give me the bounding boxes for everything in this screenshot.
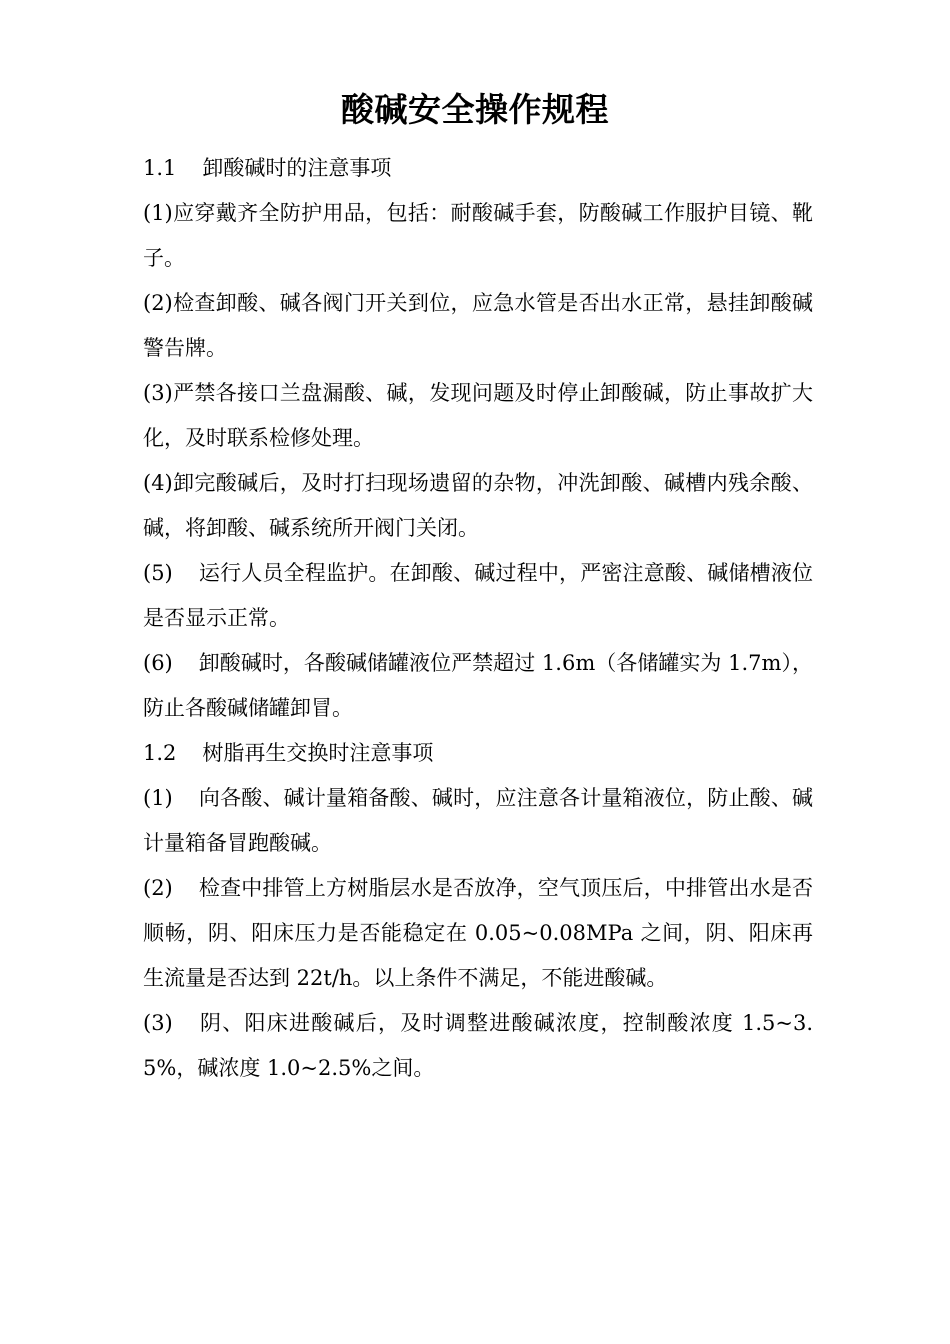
list-item: [143, 191, 813, 281]
item-number: (3): [143, 381, 173, 405]
list-item: [143, 776, 813, 866]
list-item: [143, 551, 813, 641]
item-text: 检查中排管上方树脂层水是否放净，空气顶压后，中排管出水是否顺畅，阴、阳床压力是否能稳定在 0.05~0.08MPa 之间，阴、阳床再生流量是否达到 22t/h。以上条件不满足，不能进酸碱。: [143, 876, 813, 990]
list-item: [143, 371, 813, 461]
item-text: 阴、阳床进酸碱后，及时调整进酸碱浓度，控制酸浓度 1.5~3.5%，碱浓度 1.0~2.5%之间。: [143, 1011, 813, 1080]
item-text: 卸完酸碱后，及时打扫现场遗留的杂物，冲洗卸酸、碱槽内残余酸、碱，将卸酸、碱系统所开阀门关闭。: [143, 471, 813, 540]
section-number: 1.2: [143, 741, 177, 765]
item-text: 卸酸碱时，各酸碱储罐液位严禁超过 1.6m（各储罐实为 1.7m），防止各酸碱储罐卸冒。: [143, 651, 813, 720]
item-number: (2): [143, 876, 173, 900]
section-number: 1.1: [143, 156, 177, 180]
document-body: [143, 146, 813, 1091]
item-number: (1): [143, 786, 173, 810]
item-number: (3): [143, 1011, 173, 1035]
section-title: 树脂再生交换时注意事项: [202, 741, 434, 765]
list-item: [143, 641, 813, 731]
item-number: (4): [143, 471, 173, 495]
item-number: (2): [143, 291, 173, 315]
item-text: 向各酸、碱计量箱备酸、碱时，应注意各计量箱液位，防止酸、碱计量箱备冒跑酸碱。: [143, 786, 813, 855]
list-item: [143, 866, 813, 1001]
document-title: 酸碱安全操作规程: [341, 90, 609, 129]
item-text: 运行人员全程监护。在卸酸、碱过程中，严密注意酸、碱储槽液位是否显示正常。: [143, 561, 813, 630]
list-item: [143, 461, 813, 551]
list-item: [143, 1001, 813, 1091]
item-number: (5): [143, 561, 173, 585]
section-title: 卸酸碱时的注意事项: [202, 156, 392, 180]
section-heading-1-1: [143, 146, 813, 191]
item-number: (1): [143, 201, 173, 225]
item-text: 检查卸酸、碱各阀门开关到位，应急水管是否出水正常，悬挂卸酸碱警告牌。: [143, 291, 813, 360]
item-text: 应穿戴齐全防护用品，包括：耐酸碱手套，防酸碱工作服护目镜、靴子。: [143, 201, 813, 270]
list-item: [143, 281, 813, 371]
item-number: (6): [143, 651, 173, 675]
item-text: 严禁各接口兰盘漏酸、碱，发现问题及时停止卸酸碱，防止事故扩大化，及时联系检修处理。: [143, 381, 813, 450]
section-heading-1-2: [143, 731, 813, 776]
